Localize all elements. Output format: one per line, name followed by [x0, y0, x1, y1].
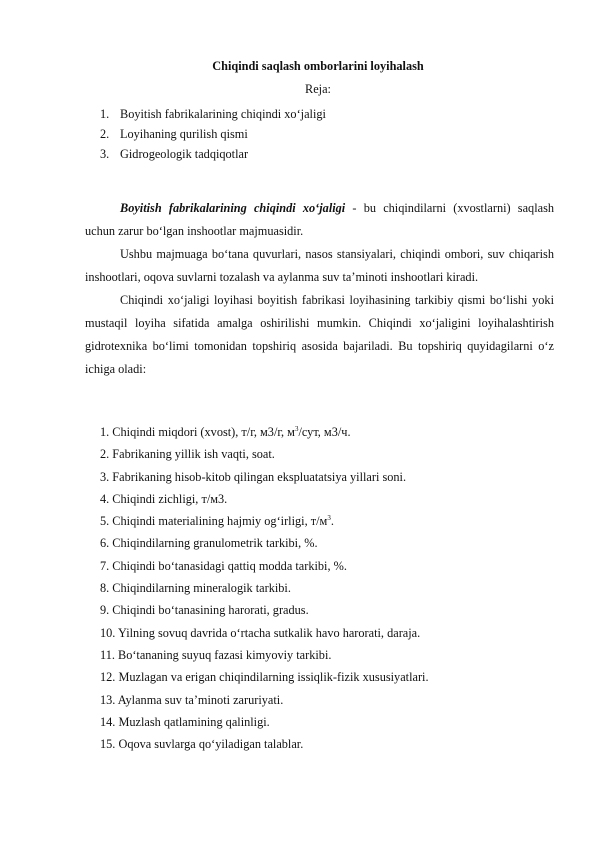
- requirement-item: 14. Muzlash qatlamining qalinligi.: [100, 714, 270, 729]
- plan-item-number: 1.: [100, 107, 110, 121]
- requirement-tail: /сут, м3/ч.: [298, 425, 351, 439]
- definition-term: Boyitish fabrikalarining chiqindi xo‘jaligi: [120, 201, 346, 215]
- plan-item-text: Loyihaning qurilish qismi: [120, 127, 248, 141]
- plan-item: [100, 144, 326, 164]
- plan-item: [100, 104, 326, 124]
- plan-item: [100, 124, 326, 144]
- document-title: Chiqindi saqlash omborlarini loyihalash: [212, 59, 424, 73]
- requirement-item: 11. Bo‘tananing suyuq fazasi kimyoviy tarkibi.: [100, 647, 332, 662]
- plan-item-number: 3.: [100, 147, 110, 161]
- requirement-tail: .: [330, 514, 334, 529]
- paragraph-composition: Ushbu majmuaga bo‘tana quvurlari, nasos stansiyalari, chiqindi ombori, suv chiqarish inshootlari, oqova suvlarni tozalash va aylanma suv ta’minoti inshootlari kiradi.: [85, 247, 554, 284]
- plan-item-text: Gidrogeologik tadqiqotlar: [120, 147, 249, 161]
- requirement-item: 8. Chiqindilarning mineralogik tarkibi.: [100, 581, 291, 596]
- requirement-item: [100, 421, 429, 443]
- requirement-item: 3. Fabrikaning hisob-kitob qilingan ekspluatatsiya yillari soni.: [100, 469, 407, 484]
- requirement-item: 15. Oqova suvlarga qo‘yiladigan talablar.: [100, 737, 304, 752]
- definition-text: - bu chiqindilarni (xvostlarni) saqlash uchun zarur bo‘lgan inshootlar majmuasidir.: [85, 201, 555, 238]
- requirement-item: 2. Fabrikaning yillik ish vaqti, soat.: [100, 447, 275, 462]
- plan-list: [100, 104, 326, 164]
- plan-heading: Reja:: [305, 82, 331, 96]
- superscript: 3: [294, 425, 299, 433]
- requirement-item: 7. Chiqindi bo‘tanasidagi qattiq modda tarkibi, %.: [100, 558, 347, 573]
- requirement-item: 6. Chiqindilarning granulometrik tarkibi, %.: [100, 536, 318, 551]
- paragraph-design: Chiqindi xo‘jaligi loyihasi boyitish fabrikasi loyihasining tarkibiy qismi bo‘lishi yoki mustaqil loyiha sifatida amalga oshirilishi mumkin. Chiqindi xo‘jaligini loyihalashtirish gidrotexnika bo‘limi tomonidan topshiriq asosida bajariladi. Bu topshiriq quyidagilarni o‘z ichiga oladi:: [85, 293, 554, 376]
- requirement-text: 5. Chiqindi materialining hajmiy og‘irligi, т/м: [100, 514, 328, 529]
- superscript: 3: [327, 514, 331, 523]
- requirement-item: 9. Chiqindi bo‘tanasining harorati, gradus.: [100, 603, 309, 618]
- requirements-list: [100, 421, 429, 755]
- requirement-item: 13. Aylanma suv ta’minoti zaruriyati.: [100, 692, 284, 707]
- paragraph-definition: [85, 197, 554, 243]
- plan-item-number: 2.: [100, 127, 110, 141]
- requirement-item: 10. Yilning sovuq davrida o‘rtacha sutkalik havo harorati, daraja.: [100, 625, 421, 640]
- requirement-item: 12. Muzlagan va erigan chiqindilarning issiqlik-fizik xususiyatlari.: [100, 670, 429, 685]
- plan-item-text: Boyitish fabrikalarining chiqindi xo‘jaligi: [120, 107, 326, 121]
- requirement-text: 1. Chiqindi miqdori (xvost), т/г, м3/г, м: [100, 425, 295, 439]
- requirement-item: [100, 510, 429, 532]
- requirement-item: 4. Chiqindi zichligi, т/м3.: [100, 491, 228, 506]
- body-text: [85, 197, 554, 381]
